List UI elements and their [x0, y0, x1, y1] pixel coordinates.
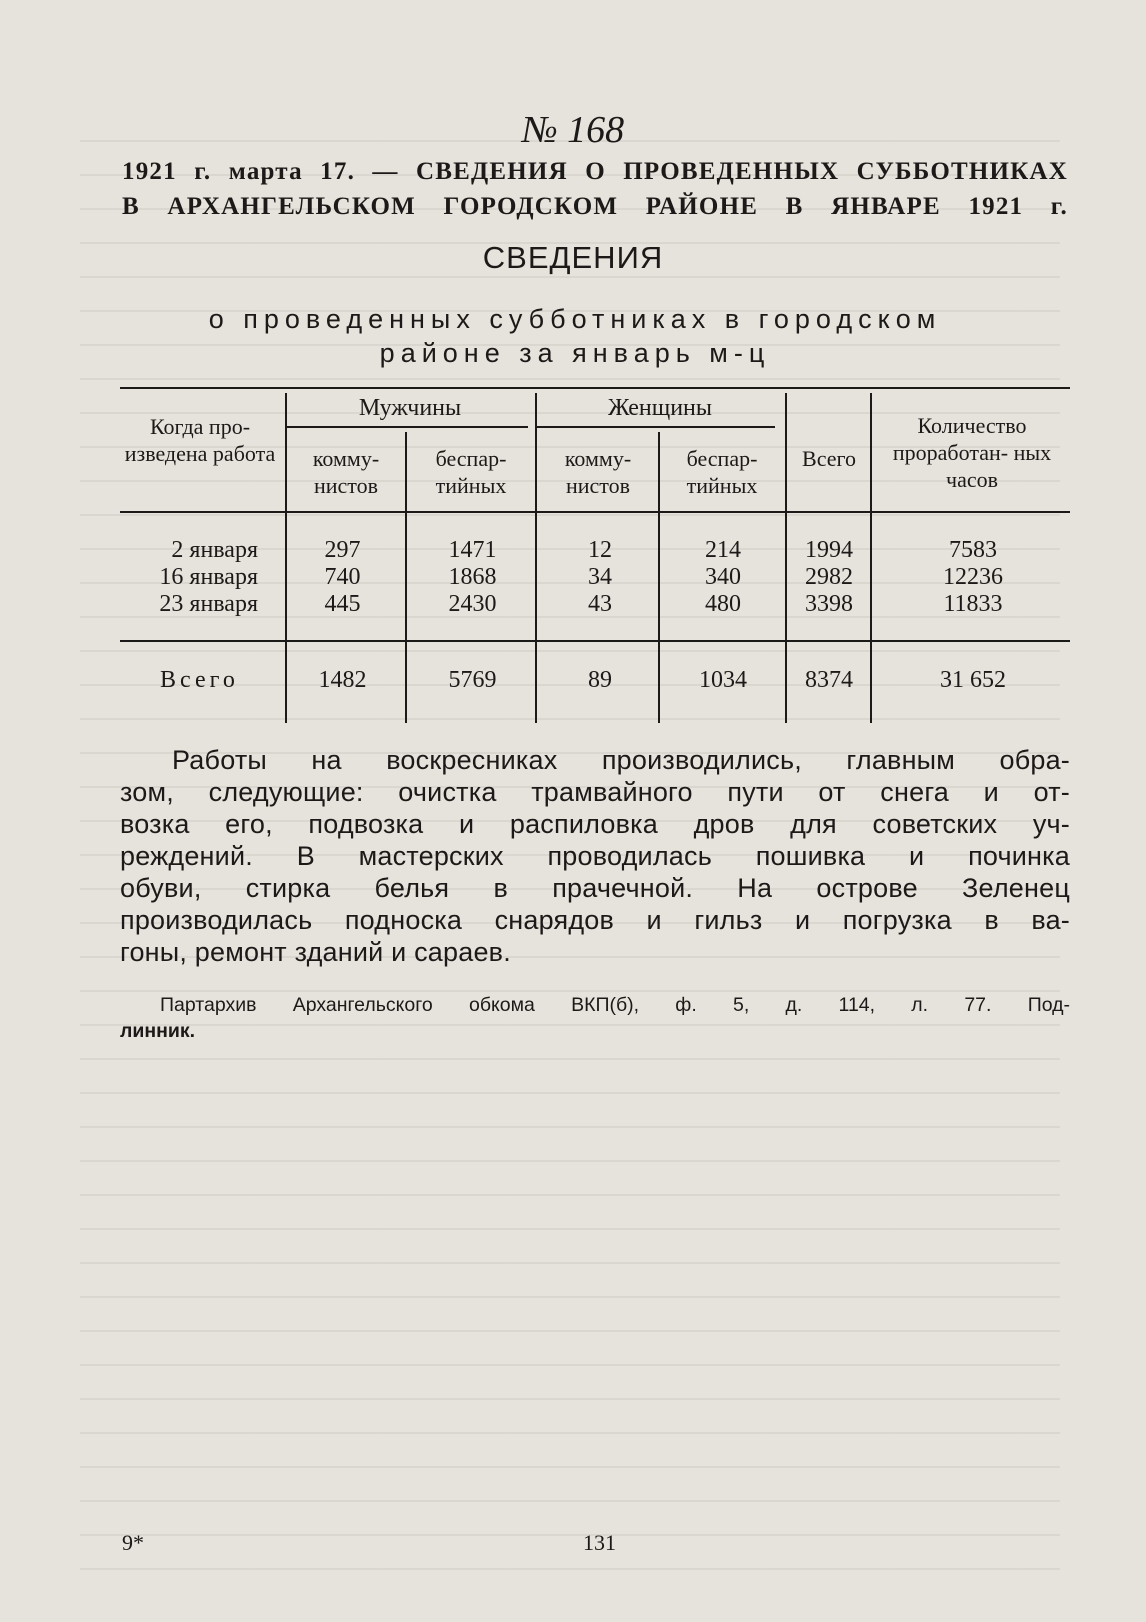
row-date: 2 января [171, 537, 258, 563]
header-men-non-party: беспар- тийных [435, 446, 507, 498]
row-total: 2982 [805, 564, 853, 590]
body-line: реждений. В мастерских проводилась пошивка и починка [120, 841, 1070, 871]
row-hours: 12236 [943, 564, 1003, 590]
header-men-communists: комму- нистов [312, 446, 380, 498]
header-when: Когда про- изведена работа [124, 414, 276, 466]
header-bottom-rule [120, 511, 1070, 513]
totals-rule [120, 640, 1070, 642]
row-women-non-party: 480 [705, 591, 741, 617]
header-hours: Количество проработан- ных часов [892, 413, 1052, 492]
totals-women-non-party: 1034 [699, 667, 747, 693]
document-heading-line-1: 1921 г. марта 17. — СВЕДЕНИЯ О ПРОВЕДЕННЫХ СУББОТНИКАХ [122, 158, 1068, 185]
row-men-non-party: 1868 [448, 564, 497, 590]
row-men-communists: 297 [324, 537, 361, 563]
row-date: 23 января [159, 591, 258, 617]
source-citation [120, 992, 1070, 1044]
body-line: зом, следующие: очистка трамвайного пути от снега и от- [120, 777, 1070, 807]
body-line: Работы на воскресниках производились, главным обра- [172, 745, 1070, 775]
row-date: 16 января [159, 564, 258, 590]
document-title: СВЕДЕНИЯ [482, 240, 664, 275]
table-top-rule [120, 387, 1070, 389]
totals-total: 8374 [805, 667, 853, 693]
subtitle-line-1: о проведенных субботниках в городском [208, 304, 942, 334]
page-number: 131 [583, 1530, 616, 1555]
source-line: Партархив Архангельского обкома ВКП(б), ф. 5, д. 114, л. 77. Под- [160, 994, 1070, 1016]
subtitle-line-2: районе за январь м-ц [379, 338, 771, 368]
source-line: линник. [120, 1020, 196, 1042]
row-women-communists: 43 [588, 591, 612, 617]
header-men: Мужчины [358, 395, 462, 421]
row-hours: 7583 [949, 537, 997, 563]
body-paragraph [120, 744, 1070, 968]
row-women-non-party: 340 [705, 564, 741, 590]
totals-women-communists: 89 [588, 667, 612, 693]
row-men-non-party: 2430 [448, 591, 497, 617]
body-line: производилась подноска снарядов и гильз и погрузка в ва- [120, 905, 1070, 935]
men-group-rule [285, 426, 528, 428]
signature-mark: 9* [122, 1530, 144, 1555]
row-total: 3398 [805, 591, 853, 617]
body-line: гоны, ремонт зданий и сараев. [120, 937, 511, 967]
header-women-communists: комму- нистов [564, 446, 632, 498]
body-line: возка его, подвозка и распиловка дров для советских уч- [120, 809, 1070, 839]
body-line: обуви, стирка белья в прачечной. На острове Зеленец [120, 873, 1070, 903]
row-men-communists: 445 [324, 591, 361, 617]
col-divider-2 [405, 432, 407, 723]
document-subtitle [120, 302, 1030, 370]
row-total: 1994 [805, 537, 853, 563]
totals-men-communists: 1482 [318, 667, 367, 693]
col-divider-1 [285, 393, 287, 723]
totals-men-non-party: 5769 [448, 667, 497, 693]
document-heading-line-2: В АРХАНГЕЛЬСКОМ ГОРОДСКОМ РАЙОНЕ В ЯНВАРЕ 1921 г. [122, 193, 1068, 220]
totals-label: Всего [160, 667, 239, 693]
row-men-communists: 740 [324, 564, 361, 590]
row-women-non-party: 214 [705, 537, 741, 563]
header-women-non-party: беспар- тийных [686, 446, 758, 498]
totals-hours: 31 652 [940, 667, 1006, 693]
row-men-non-party: 1471 [448, 537, 497, 563]
col-divider-5 [785, 393, 787, 723]
women-group-rule [535, 426, 775, 428]
header-total: Всего [802, 446, 856, 471]
row-hours: 11833 [943, 591, 1003, 617]
col-divider-3 [535, 393, 537, 723]
row-women-communists: 12 [588, 537, 612, 563]
row-women-communists: 34 [588, 564, 612, 590]
header-women: Женщины [607, 395, 713, 421]
col-divider-6 [870, 393, 872, 723]
document-number: № 168 [521, 109, 625, 151]
